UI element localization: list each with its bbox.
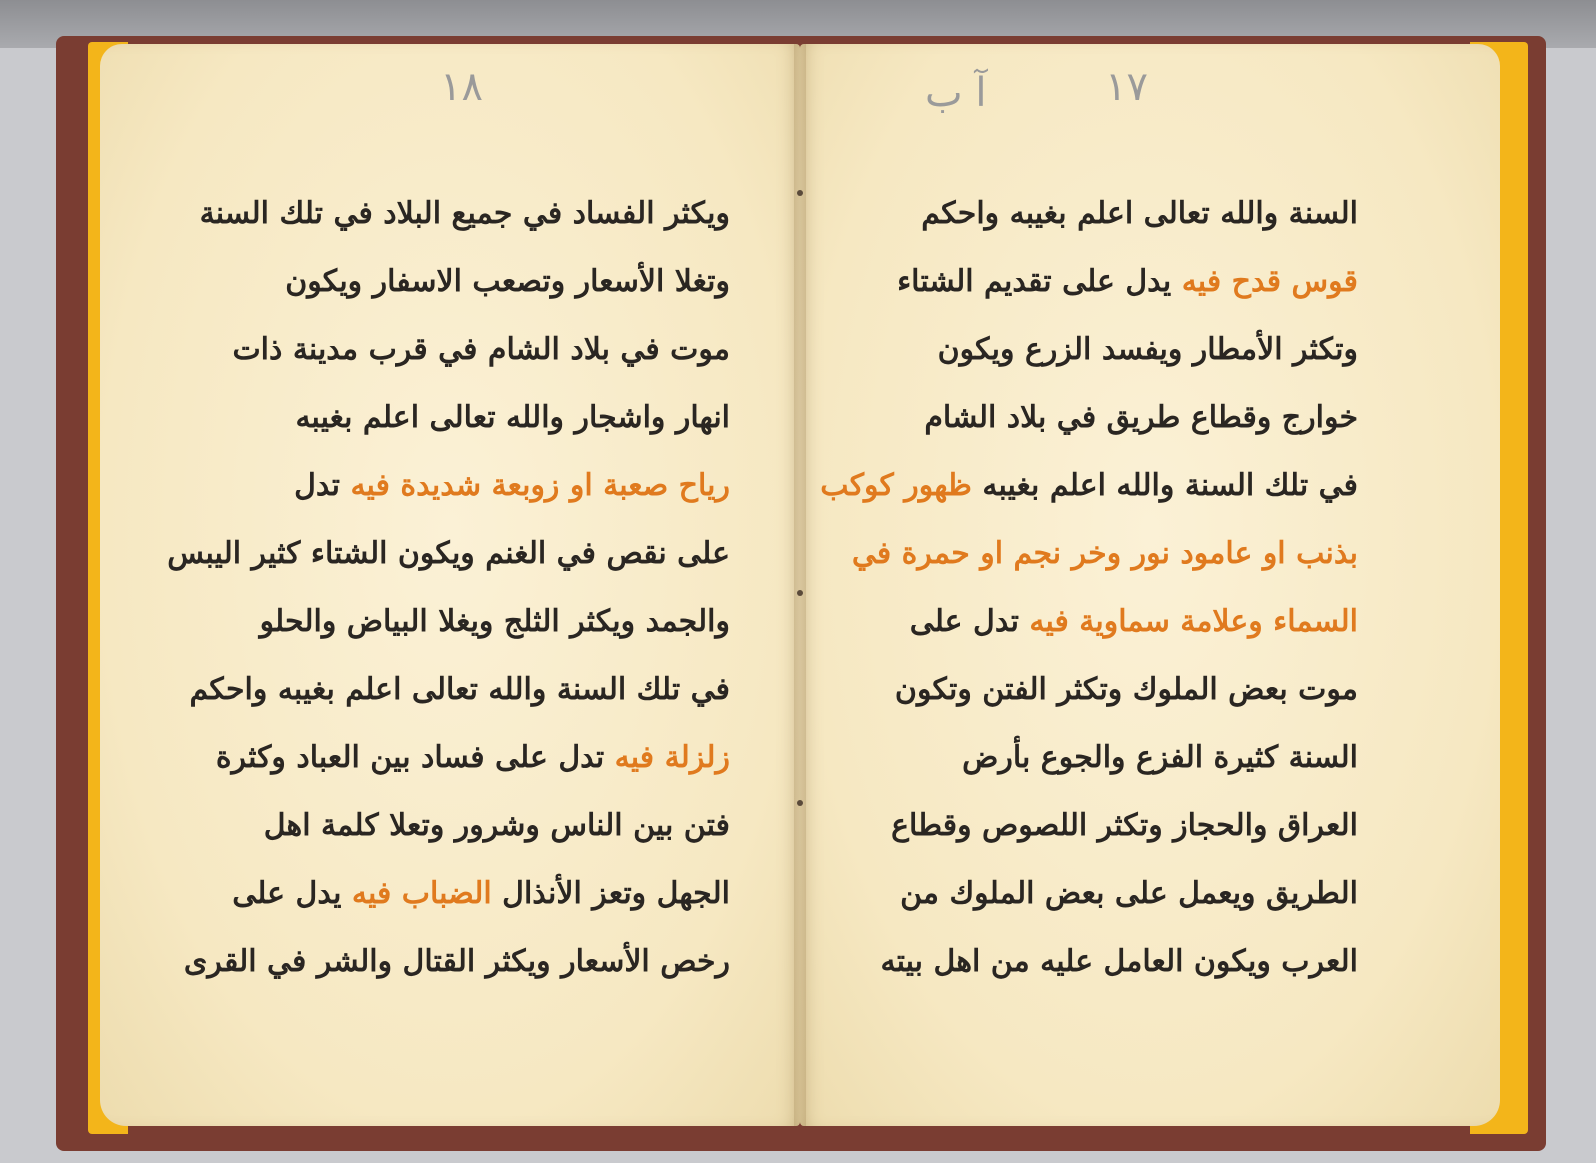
text-line [858,724,1358,792]
text-line [170,248,730,316]
text-line [170,792,730,860]
body-text: رخص الأسعار ويكثر القتال والشر في القرى [183,944,730,979]
rubric-text: بذنب او عامود نور وخر نجم او حمرة في [851,536,1358,571]
body-text: وتكثر الأمطار ويفسد الزرع ويكون [937,332,1358,367]
text-line [851,520,1358,588]
rubric-text: الضباب فيه [351,876,492,911]
rubric-text: قوس قدح فيه [1181,264,1358,299]
left-page-text [167,180,730,996]
text-line [820,452,1358,520]
binding-stitch [797,190,803,196]
text-line [170,928,730,996]
body-text: وتغلا الأسعار وتصعب الاسفار ويكون [285,264,730,299]
text-line [170,180,730,248]
body-text: انهار واشجار والله تعالى اعلم بغيبه [295,400,730,435]
rubric-text: ظهور كوكب [820,468,972,503]
body-text: الطريق ويعمل على بعض الملوك من [900,876,1358,911]
body-text: في تلك السنة والله اعلم بغيبه [971,468,1358,503]
text-line [858,928,1358,996]
body-text: والجمد ويكثر الثلج ويغلا البياض والحلو [259,604,730,639]
body-text: تدل على فساد بين العباد وكثرة [215,740,615,775]
body-text: السنة والله تعالى اعلم بغيبه واحكم [921,196,1358,231]
right-page-number: ١٧ [1105,64,1148,110]
text-line [170,384,730,452]
body-text: يدل على تقديم الشتاء [897,264,1182,299]
body-text: العراق والحجاز وتكثر اللصوص وقطاع [891,808,1358,843]
body-text: موت بعض الملوك وتكثر الفتن وتكون [894,672,1358,707]
body-text: فتن بين الناس وشرور وتعلا كلمة اهل [263,808,730,843]
text-line [858,180,1358,248]
text-line [858,792,1358,860]
text-line [170,724,730,792]
text-line [858,860,1358,928]
body-text: موت في بلاد الشام في قرب مدينة ذات [232,332,730,367]
body-text: السنة كثيرة الفزع والجوع بأرض [962,740,1358,775]
body-text: على نقص في الغنم ويكون الشتاء كثير اليبس [167,536,730,571]
text-line [170,452,730,520]
body-text: يدل على [232,876,352,911]
body-text: في تلك السنة والله تعالى اعلم بغيبه واحكم [189,672,730,707]
text-line [170,316,730,384]
text-line [167,520,730,588]
text-line [858,588,1358,656]
binding-stitch [797,800,803,806]
text-line [858,248,1358,316]
body-text: تدل [294,468,351,503]
text-line [170,860,730,928]
body-text: خوارج وقطاع طريق في بلاد الشام [924,400,1358,435]
rubric-text: رياح صعبة او زوبعة شديدة فيه [350,468,730,503]
rubric-text: زلزلة فيه [614,740,730,775]
body-text: الجهل وتعز الأنذال [491,876,730,911]
text-line [858,384,1358,452]
binding-stitch [797,590,803,596]
rubric-text: السماء وعلامة سماوية فيه [1029,604,1358,639]
body-text: ويكثر الفساد في جميع البلاد في تلك السنة [199,196,730,231]
left-page-number: ١٨ [440,64,483,110]
body-text: العرب ويكون العامل عليه من اهل بيته [880,944,1358,979]
text-line [858,656,1358,724]
text-line [170,656,730,724]
right-page-annotation: آ ب [925,70,987,116]
text-line [170,588,730,656]
right-page-text [820,180,1358,996]
book-gutter [794,44,806,1126]
text-line [858,316,1358,384]
body-text: تدل على [909,604,1030,639]
